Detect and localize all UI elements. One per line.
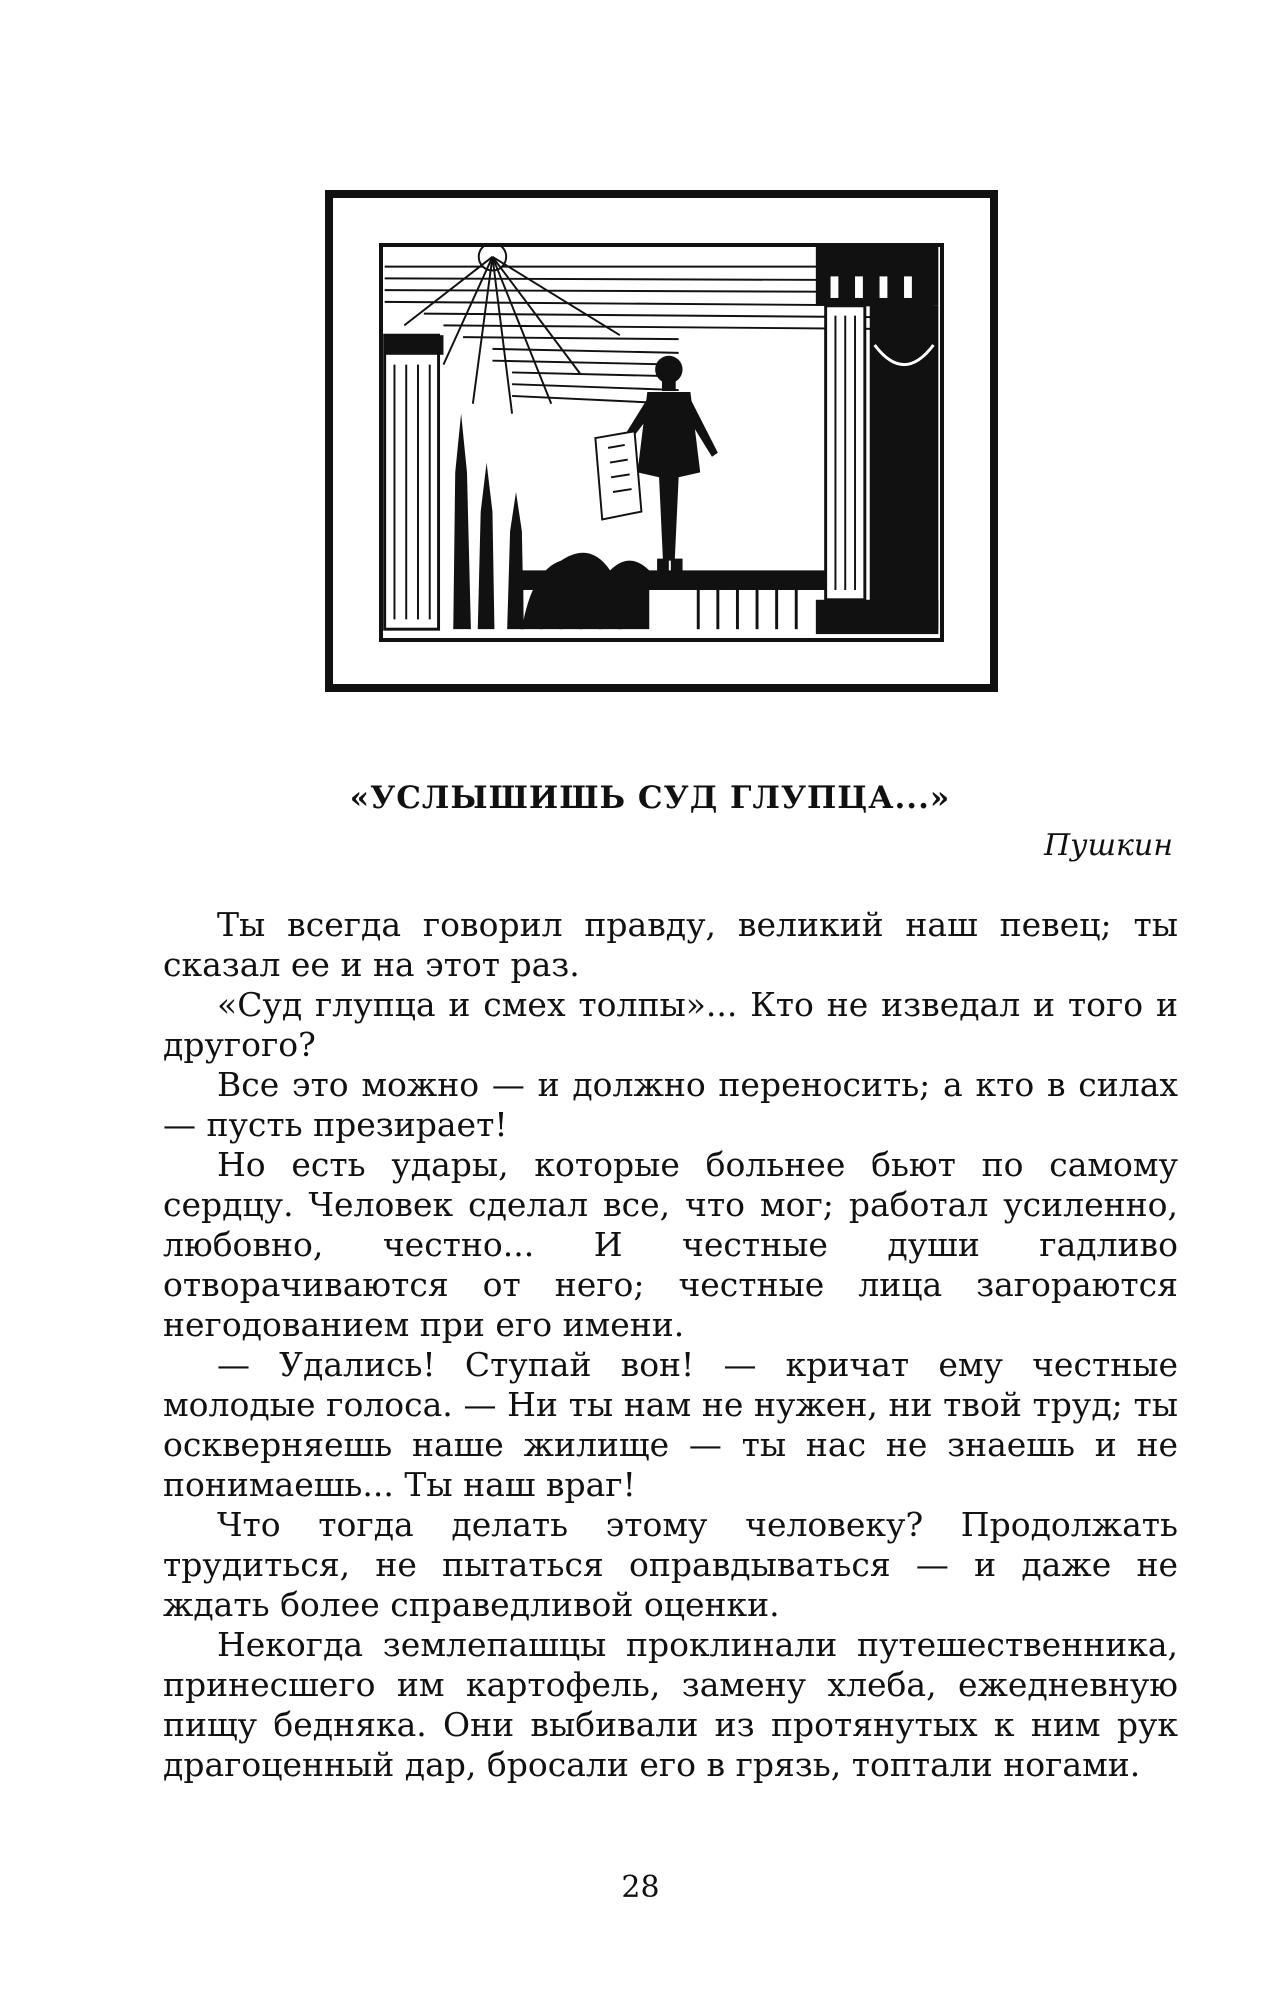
paragraph: Что тогда делать этому человеку? Продолжать трудиться, не пытаться оправдываться — и даже не ждать более справедливой оценки. [163,1505,1178,1624]
engraving-orator-icon [383,247,940,638]
paragraph: Все это можно — и должно переносить; а кто в силах — пусть презирает! [163,1065,1178,1144]
page-title: «УСЛЫШИШЬ СУД ГЛУПЦА...» [349,780,951,816]
body-text [163,905,1178,1785]
paragraph: Ты всегда говорил правду, великий наш певец; ты сказал ее и на этот раз. [163,905,1178,984]
paragraph: Некогда землепашцы проклинали путешественника, принесшего им картофель, замену хлеба, ежедневную пищу бедняка. Они выбивали из протянутых к ним рук драгоценный дар, бросали его в грязь, топтали ногами. [163,1625,1178,1784]
epigraph-author: Пушкин [1044,828,1173,863]
illustration-frame [325,190,998,692]
paragraph: «Суд глупца и смех толпы»... Кто не изведал и того и другого? [163,985,1178,1064]
paragraph: — Удались! Ступай вон! — кричат ему честные молодые голоса. — Ни ты нам не нужен, ни твой труд; ты оскверняешь наше жилище — ты нас не знаешь и не понимаешь... Ты наш враг! [163,1345,1178,1504]
engraving-illustration [379,243,944,642]
page-number: 28 [621,1870,660,1905]
paragraph: Но есть удары, которые больнее бьют по самому сердцу. Человек сделал все, что мог; работал усиленно, любовно, честно... И честные души гадливо отворачиваются от него; честные лица загораются негодованием при его имени. [163,1145,1178,1344]
